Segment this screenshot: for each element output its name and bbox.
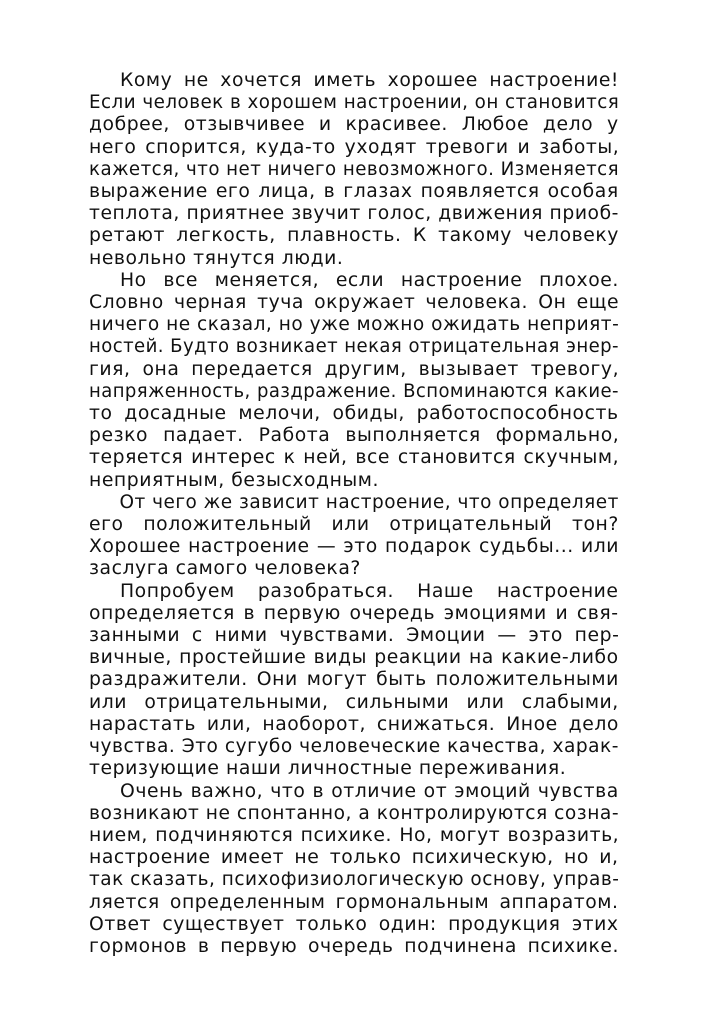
text-line: нарастать или, наоборот, снижаться. Иное дело [89, 713, 619, 735]
paragraph-3 [89, 492, 619, 581]
text-line: настроение имеет не только психическую, но и, [89, 847, 619, 869]
text-line: Но все меняется, если настроение плохое. [120, 269, 619, 291]
text-line: чувства. Это сугубо человеческие качества, харак- [89, 736, 619, 758]
text-line: ретают легкость, плавность. К такому человеку [89, 225, 619, 247]
text-line: резко падает. Работа выполняется формально, [89, 425, 620, 447]
text-line: невольно тянутся люди. [89, 247, 344, 269]
text-line: него спорится, куда-то уходят тревоги и заботы, [89, 136, 620, 158]
text-line: Словно черная туча окружает человека. Он еще [89, 292, 620, 314]
text-line: вичные, простейшие виды реакции на какие-либо [89, 647, 619, 669]
text-line: Ответ существует только один: продукция этих [89, 913, 619, 935]
text-line: теплота, приятнее звучит голос, движения приоб- [89, 203, 619, 225]
text-line: неприятным, безысходным. [89, 469, 380, 491]
text-line: выражение его лица, в глазах появляется особая [89, 181, 619, 203]
paragraph-1 [89, 70, 619, 270]
text-line: Хорошее настроение — это подарок судьбы... или [89, 536, 620, 558]
text-line: напряженность, раздражение. Вспоминаются какие- [89, 380, 619, 402]
text-line: занными с ними чувствами. Эмоции — это пер- [89, 625, 620, 647]
text-line: гормонов в первую очередь подчинена психике. [89, 935, 619, 957]
text-line: теряется интерес к ней, все становится скучным, [89, 447, 620, 469]
text-line: Попробуем разобраться. Наше настроение [120, 580, 619, 602]
paragraph-2 [89, 270, 619, 492]
text-line: заслуга самого человека? [89, 558, 361, 580]
text-line: раздражители. Они могут быть положительными [89, 669, 619, 691]
text-line: Если человек в хорошем настроении, он становится [89, 92, 620, 114]
text-line: нием, подчиняются психике. Но, могут возразить, [89, 824, 620, 846]
text-line: Очень важно, что в отличие от эмоций чувства [120, 780, 619, 802]
text-line: теризующие наши личностные переживания. [89, 758, 567, 780]
text-line: кажется, что нет ничего невозможного. Изменяется [89, 158, 620, 180]
text-line: или отрицательными, сильными или слабыми, [89, 691, 619, 713]
text-line: то досадные мелочи, обиды, работоспособность [89, 403, 619, 425]
text-line: определяется в первую очередь эмоциями и свя- [89, 602, 619, 624]
text-line: гия, она передается другим, вызывает тревогу, [89, 358, 620, 380]
paragraph-5 [89, 781, 619, 959]
text-line: ляется определенным гормональным аппаратом. [89, 891, 619, 913]
paragraph-4 [89, 581, 619, 781]
text-line: добрее, отзывчивее и красивее. Любое дело у [89, 114, 619, 136]
text-line: возникают не спонтанно, а контролируются созна- [89, 802, 620, 824]
page-text-block [89, 70, 619, 958]
text-line: его положительный или отрицательный тон? [89, 514, 619, 536]
text-line: ностей. Будто возникает некая отрицательная энер- [89, 336, 620, 358]
text-line: От чего же зависит настроение, что определяет [119, 491, 619, 513]
text-line: так сказать, психофизиологическую основу, управ- [89, 869, 620, 891]
text-line: Кому не хочется иметь хорошее настроение! [120, 70, 620, 91]
text-line: ничего не сказал, но уже можно ожидать неприят- [89, 314, 620, 336]
